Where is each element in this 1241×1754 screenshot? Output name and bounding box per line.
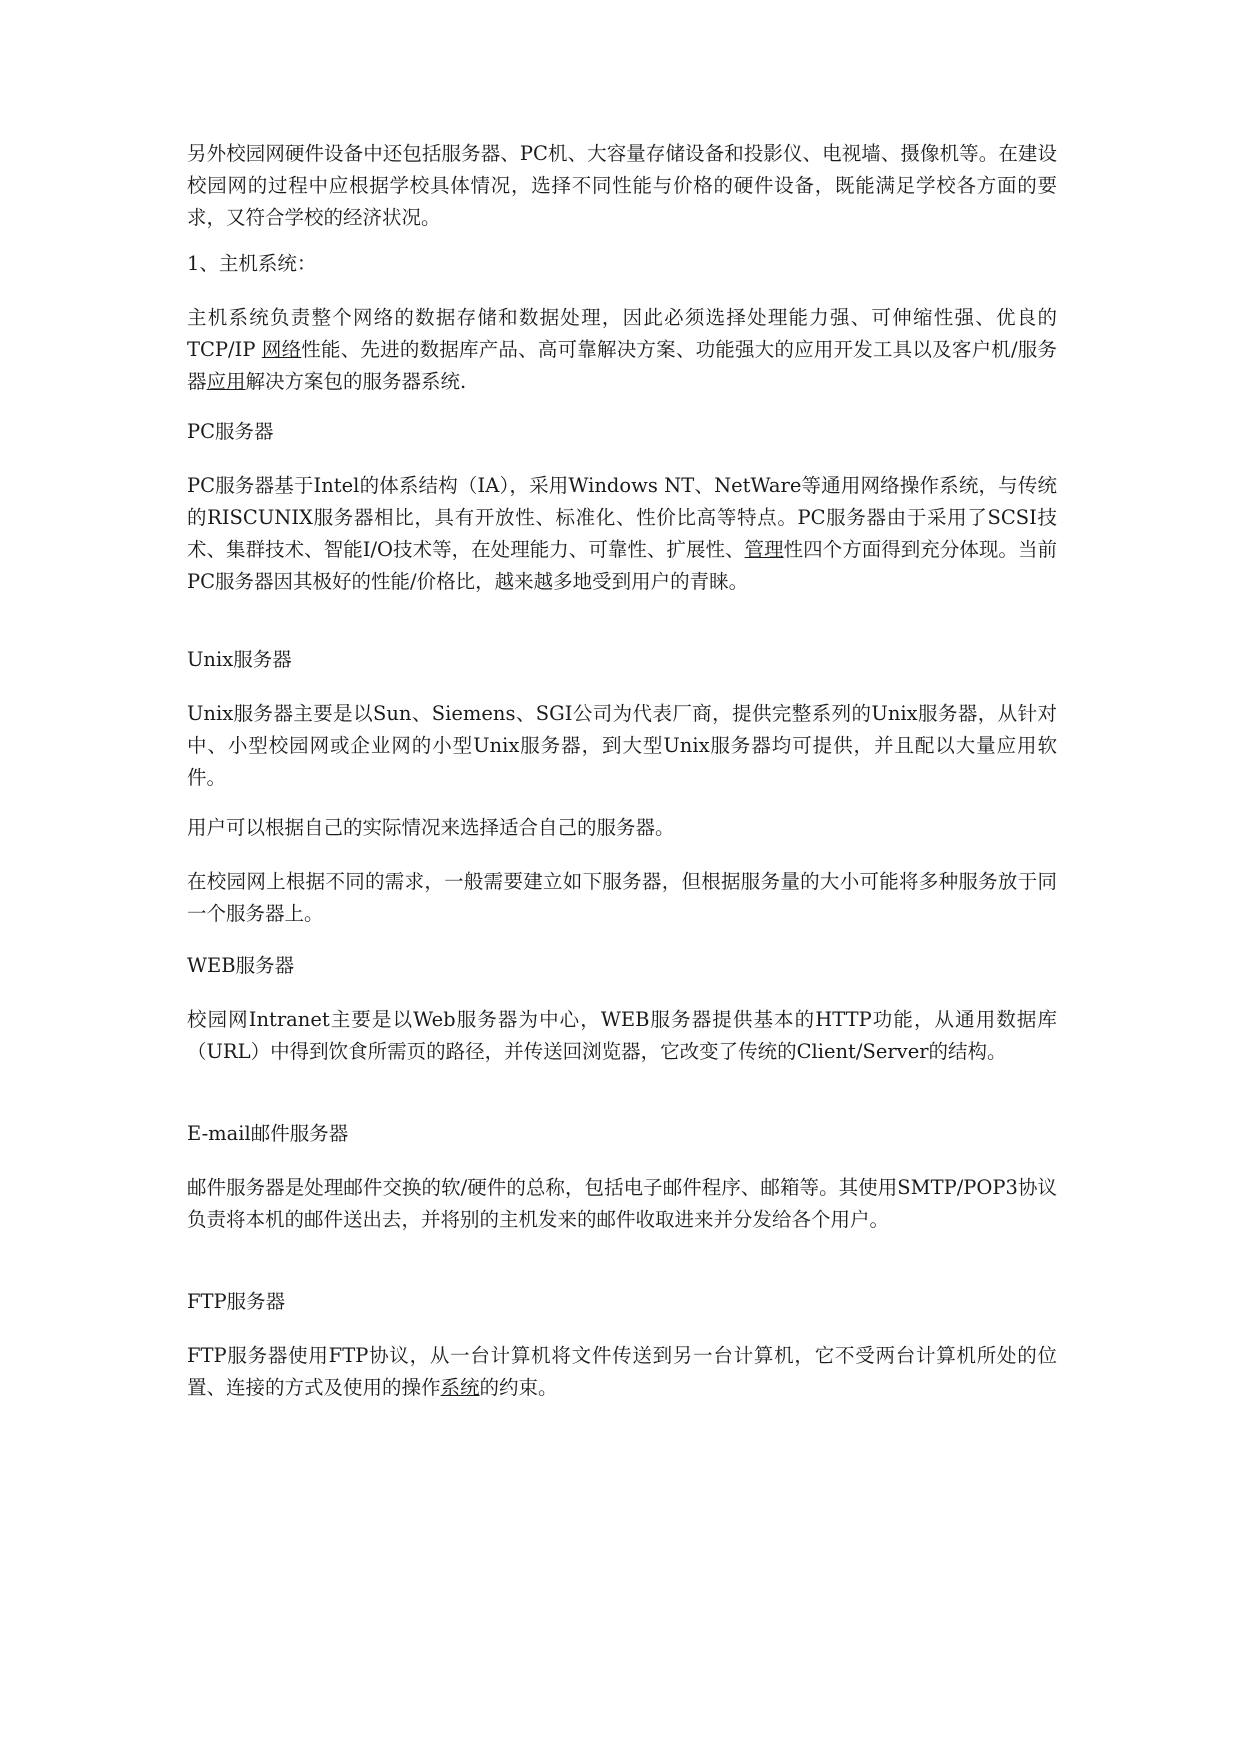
pc-server-text-b: 性四个方面得到充分体现。当前PC服务器因其极好的性能/价格比，越来越多地受到用户的青睐。	[187, 538, 1057, 593]
ftp-server-text-a: FTP服务器使用FTP协议，从一台计算机将文件传送到另一台计算机，它不受两台计算机所处的位置、连接的方式及使用的操作	[187, 1344, 1057, 1399]
link-system[interactable]: 系统	[440, 1376, 480, 1399]
pc-server-text-a: PC服务器基于Intel的体系结构（IA），采用Windows NT、NetWare等通用网络操作系统，与传统的RISCUNIX服务器相比，具有开放性、标准化、性价比高等特点。PC服务器由于采用了SCSI技术、集群技术、智能I/O技术等，在处理能力、可靠性、扩展性、	[187, 474, 1057, 561]
heading-unix-server: Unix服务器	[187, 648, 292, 671]
host-system-text-b: 性能、先进的数据库产品、高可靠解决方案、功能强大的应用开发工具以及客户机/服务器	[187, 338, 1057, 393]
link-network[interactable]: 网络	[261, 338, 302, 361]
email-server-paragraph: 邮件服务器是处理邮件交换的软/硬件的总称，包括电子邮件程序、邮箱等。其使用SMTP/POP3协议负责将本机的邮件送出去，并将别的主机发来的邮件收取进来并分发给各个用户。	[187, 1176, 1057, 1231]
ftp-server-paragraph	[187, 1340, 1057, 1404]
host-system-paragraph	[187, 302, 1057, 398]
unix-server-paragraph-1: Unix服务器主要是以Sun、Siemens、SGI公司为代表厂商，提供完整系列的Unix服务器，从针对中、小型校园网或企业网的小型Unix服务器，到大型Unix服务器均可提供，并且配以大量应用软件。	[187, 702, 1057, 789]
ftp-server-text-b: 的约束。	[479, 1376, 558, 1399]
unix-server-paragraph-3: 在校园网上根据不同的需求，一般需要建立如下服务器，但根据服务量的大小可能将多种服务放于同一个服务器上。	[187, 870, 1057, 925]
link-management[interactable]: 管理	[744, 538, 784, 561]
heading-pc-server: PC服务器	[187, 420, 274, 443]
heading-email-server: E-mail邮件服务器	[187, 1122, 349, 1145]
host-system-text-c: 解决方案包的服务器系统.	[245, 370, 467, 393]
unix-server-paragraph-2: 用户可以根据自己的实际情况来选择适合自己的服务器。	[187, 816, 675, 839]
heading-host-system: 1、主机系统：	[187, 252, 317, 275]
heading-web-server: WEB服务器	[187, 954, 295, 977]
host-system-text-a: 主机系统负责整个网络的数据存储和数据处理，因此必须选择处理能力强、可伸缩性强、优良的TCP/IP	[187, 306, 1057, 361]
web-server-paragraph: 校园网Intranet主要是以Web服务器为中心，WEB服务器提供基本的HTTP功能，从通用数据库（URL）中得到饮食所需页的路径，并传送回浏览器，它改变了传统的Client/Server的结构。	[187, 1008, 1057, 1063]
pc-server-paragraph	[187, 470, 1057, 598]
heading-ftp-server: FTP服务器	[187, 1290, 286, 1313]
link-application[interactable]: 应用	[206, 370, 246, 393]
intro-paragraph: 另外校园网硬件设备中还包括服务器、PC机、大容量存储设备和投影仪、电视墙、摄像机等。在建设校园网的过程中应根据学校具体情况，选择不同性能与价格的硬件设备，既能满足学校各方面的要求，又符合学校的经济状况。	[187, 142, 1057, 229]
